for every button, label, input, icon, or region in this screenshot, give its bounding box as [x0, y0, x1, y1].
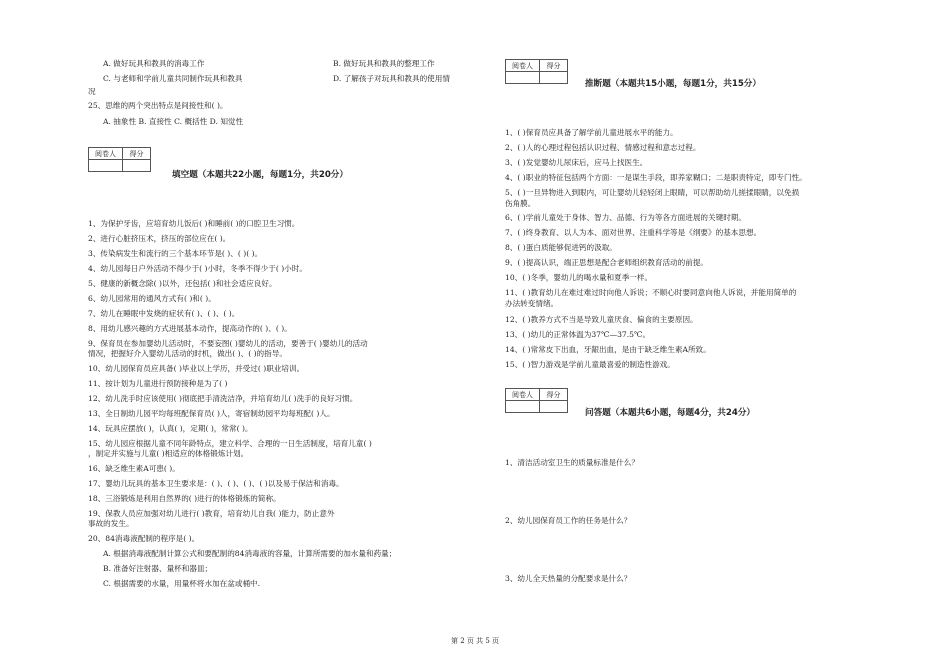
fill-question-line: 7、幼儿在睡眠中发烧的症状有( )、( )、( )。	[88, 309, 240, 318]
fill-question-line: 4、幼儿园每日户外活动不得少于( )小时，冬季不得少于( )小时。	[88, 264, 307, 273]
judge-score-box	[505, 59, 568, 84]
score-cell	[540, 401, 568, 413]
qa-score-box	[505, 388, 568, 413]
score-label: 得分	[540, 389, 568, 401]
question-25: 25、思维的两个突出特点是间接性和( )。	[88, 101, 228, 110]
judge-question-line: 1、( )保育员应具备了解学前儿童进展水平的能力。	[505, 128, 678, 137]
fill-question-line: 16、缺乏维生素A可患( )。	[88, 464, 180, 473]
fill-question-line: 19、保教人员应加强对幼儿进行( )教育，培育幼儿自我( )能力，防止意外	[88, 509, 335, 518]
fill-question-line: 3、传染病发生和流行的三个基本环节是( )、( )( )。	[88, 249, 263, 258]
score-cell	[123, 160, 151, 172]
judge-question-line: 13、( )幼儿的正常体温为37℃—37.5℃。	[505, 330, 651, 339]
fill-question-line: 2、进行心脏挤压术，挤压的部位应在( )。	[88, 234, 231, 243]
fill-question-line: C. 根据需要的水量，用量杯将水加在盆或桶中.	[103, 579, 261, 588]
score-label: 得分	[540, 60, 568, 72]
judge-question-line: 3、( )发觉婴幼儿尿床后，应马上找医生。	[505, 158, 648, 167]
option-c-line: C. 与老师和学前儿童共同制作玩具和教具	[103, 74, 243, 83]
option-d-line: D. 了解孩子对玩具和教具的使用情	[333, 74, 450, 83]
score-label: 得分	[123, 148, 151, 160]
judge-question-line: 办法转变情绪。	[505, 299, 559, 308]
fill-question-line: 15、幼儿园应根据儿童不同年龄特点，建立科学、合理的一日生活制度，培育儿童( )	[88, 439, 372, 448]
fill-question-line: 5、健康的新概念除( )以外，还包括( )和社会适应良好。	[88, 279, 277, 288]
judge-question-line: 14、( )常常皮下出血，牙龈出血，是由于缺乏维生素A所致。	[505, 345, 711, 354]
judge-question-line: 2、( )人的心理过程包括认识过程、情感过程和意志过程。	[505, 143, 701, 152]
option-b-line: B. 做好玩具和教具的整理工作	[333, 59, 435, 68]
reviewer-label: 阅卷人	[506, 389, 540, 401]
fill-question-line: 20、84消毒液配制的程序是( )。	[88, 534, 200, 543]
fill-section-title: 填空题（本题共22小题，每题1分，共20分）	[172, 170, 348, 180]
qa-section-title: 问答题（本题共6小题，每题4分，共24分）	[585, 408, 756, 418]
fill-question-line: 11、按计划为儿童进行预防接种是为了( )	[88, 379, 228, 388]
reviewer-cell	[506, 72, 540, 84]
judge-question-line: 5、( )一旦异物进入到眼内，可让婴幼儿轻轻闭上眼睛，可以帮助幼儿搓揉眼睛，以免损	[505, 188, 800, 197]
judge-question-line: 伤角膜。	[505, 199, 536, 208]
judge-question-line: 12、( )教养方式不当是导致儿童厌食、偏食的主要原因。	[505, 315, 698, 324]
fill-question-line: 10、幼儿园保育员应具备( )毕业以上学历，并受过( )职业培训。	[88, 364, 305, 373]
reviewer-label: 阅卷人	[89, 148, 123, 160]
judge-question-line: 10、( )冬季，婴幼儿的喝水量和夏季一样。	[505, 273, 653, 282]
option-d-wrap: 况	[88, 87, 96, 96]
qa-question-3: 3、幼儿全天热量的分配要求是什么？	[505, 574, 632, 583]
reviewer-cell	[506, 401, 540, 413]
fill-question-line: 事故的发生。	[88, 519, 134, 528]
reviewer-cell	[89, 160, 123, 172]
question-25-options: A. 抽象性 B. 直接性 C. 概括性 D. 知觉性	[103, 117, 244, 126]
fill-question-line: 9、保育员在参加婴幼儿活动时，不要妄图( )婴幼儿的活动，要善于( )婴幼儿的活动	[88, 339, 368, 348]
fill-question-line: 情况，把握好介入婴幼儿活动的时机，做出( )、( )的指导。	[88, 349, 287, 358]
fill-question-line: 13、全日制幼儿园平均每班配保育员( )人，寄宿制幼园平均每班配( )人。	[88, 409, 335, 418]
fill-score-box	[88, 147, 151, 172]
judge-question-line: 11、( )教育幼儿在难过难过时向他人诉说；不顺心时要同意向他人诉说，并能用简单的	[505, 288, 797, 297]
qa-question-1: 1、清洁活动室卫生的质量标准是什么？	[505, 458, 639, 467]
fill-question-line: 6、幼儿园常用的通风方式有( )和( )。	[88, 294, 216, 303]
qa-question-2: 2、幼儿园保育员工作的任务是什么？	[505, 516, 632, 525]
judge-question-line: 8、( )蛋白质能够促进钙的汲取。	[505, 243, 617, 252]
fill-question-line: 12、幼儿洗手时应该使用( )彻底把手清洗洁净，并培育幼儿( )洗手的良好习惯。	[88, 394, 358, 403]
fill-question-line: ，制定并实施与儿童( )相适应的体格锻炼计划。	[88, 449, 249, 458]
fill-question-line: 14、玩具应摆放( )，认真( )，定期( )，常常( )。	[88, 424, 253, 433]
fill-question-line: 8、用幼儿感兴趣的方式进展基本动作，提高动作的( )、( )。	[88, 324, 292, 333]
judge-question-line: 7、( )终身教育、以人为本、面对世界、注重科学等是《纲要》的基本思想。	[505, 228, 762, 237]
judge-question-line: 9、( )提高认识，端正思想是配合老师组织教育活动的前提。	[505, 258, 709, 267]
fill-question-line: 1、为保护牙齿，应培育幼儿饭后( )和睡前( )的口腔卫生习惯。	[88, 219, 300, 228]
judge-question-line: 6、( )学前儿童处于身体、智力、品德、行为等各方面进展的关键时期。	[505, 213, 746, 222]
fill-question-line: 18、三浴锻炼是利用自然界的( )进行的体格锻炼的简称。	[88, 494, 281, 503]
reviewer-label: 阅卷人	[506, 60, 540, 72]
fill-question-line: A. 根据消毒液配制计算公式和要配制的84消毒液的容量，计算所需要的加水量和药量；	[103, 549, 397, 558]
fill-question-line: B. 准备好注射器、量杯和器皿；	[103, 564, 213, 573]
fill-question-line: 17、婴幼儿玩具的基本卫生要求是：( )、( )、( )、( )以及易于保洁和消毒。	[88, 479, 344, 488]
page-footer: 第 2 页 共 5 页	[450, 637, 500, 645]
score-cell	[540, 72, 568, 84]
judge-question-line: 15、( )智力游戏是学前儿童最喜爱的制造性游戏。	[505, 360, 675, 369]
option-a-line: A. 做好玩具和教具的消毒工作	[103, 59, 205, 68]
judge-section-title: 推断题（本题共15小题，每题1分，共15分）	[585, 79, 761, 89]
judge-question-line: 4、( )职业的特征包括两个方面：一是谋生手段，即养家糊口；二是职责特定，即专门性。	[505, 173, 807, 182]
